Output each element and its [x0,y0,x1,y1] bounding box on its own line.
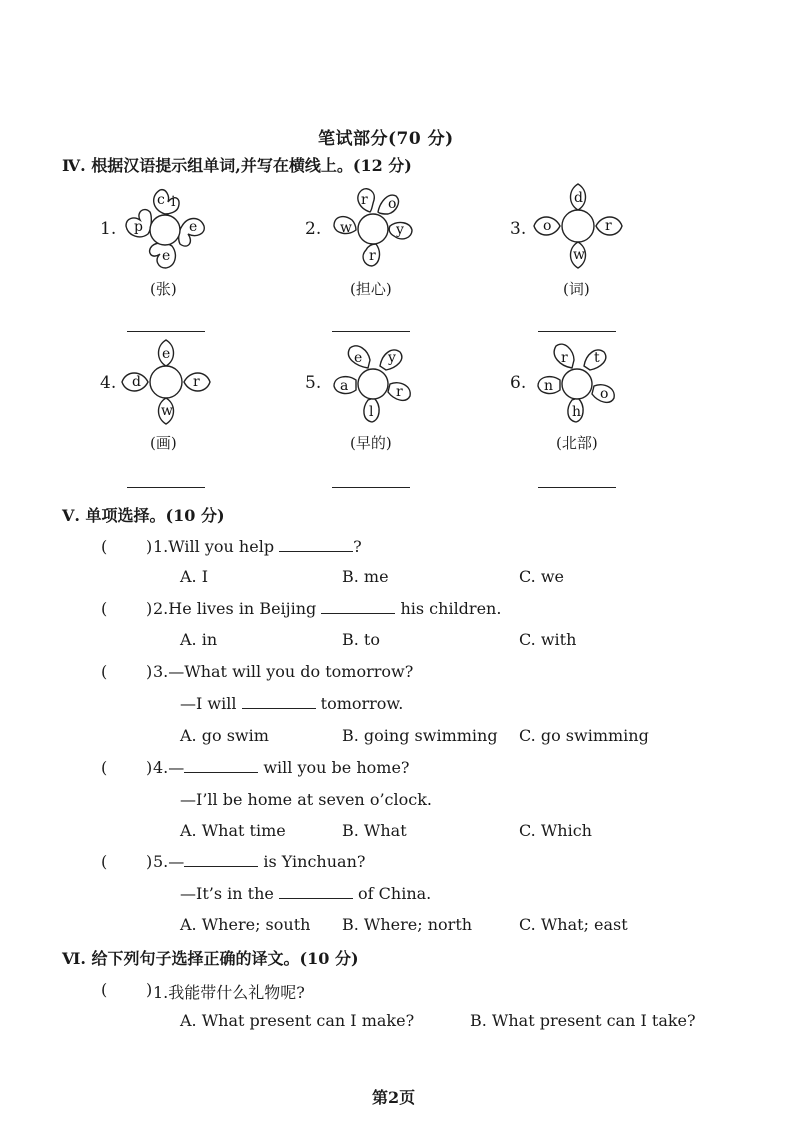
blank[interactable] [279,884,353,899]
item-number: 1. [100,219,117,239]
hint: (词) [563,280,590,298]
option-a: A. What time [180,821,286,840]
letter-flower-6 [534,340,620,424]
question-text: will you be home? [258,758,410,777]
petal-letter: o [543,218,552,234]
hint: (张) [150,280,177,298]
question-text: — [168,758,185,777]
option-a: A. in [180,630,218,649]
option-a: A. What present can I make? [180,1011,415,1030]
answer-line[interactable] [332,487,410,488]
option-a: A. go swim [180,726,269,745]
answer-paren-close: ) [146,758,153,777]
question-number: 3. [153,662,169,681]
petal-letter: e [354,350,363,366]
answer-paren-close: ) [146,662,153,681]
section-6-heading: Ⅵ. 给下列句子选择正确的译文。(10 分) [62,949,359,968]
option-c: C. go swimming [519,726,649,745]
petal-letter: p [134,219,143,235]
question-text: —What will you do tomorrow? [168,662,414,681]
option-b: B. Where; north [342,915,473,934]
item-number: 3. [510,219,527,239]
question-3-line-2 [180,694,403,713]
petal-letter: r [605,218,612,234]
petal-letter: r [396,384,403,400]
answer-paren-open[interactable]: ( [101,852,108,871]
petal-letter: t [594,350,600,366]
option-c: C. with [519,630,577,649]
answer-line[interactable] [127,487,205,488]
letter-flower-1 [122,188,208,272]
question-4-line-2: —I’ll be home at seven o’clock. [180,790,432,809]
option-b: B. to [342,630,380,649]
question-5-line-2 [180,884,431,903]
question-text: of China. [352,884,432,903]
question-text: He lives in Beijing [168,599,322,618]
answer-paren-open[interactable]: ( [101,599,108,618]
petal-letter: e [189,219,198,235]
petal-letter: d [574,190,583,206]
letter-flower-4 [122,340,212,426]
petal-letter: r [193,374,200,390]
question-5 [153,852,365,871]
question-1 [153,537,362,556]
question-number: 5. [153,852,169,871]
petal-letter: e [162,248,171,264]
question-number: 1. [153,983,169,1002]
answer-paren-open[interactable]: ( [101,537,108,556]
question-number: 4. [153,758,169,777]
petal-letter: c [157,192,165,208]
question-text: is Yinchuan? [258,852,366,871]
question-text: — [168,852,185,871]
answer-paren-open[interactable]: ( [101,758,108,777]
question-number: 1. [153,537,169,556]
answer-line[interactable] [127,331,205,332]
hint: (担心) [350,280,392,298]
answer-paren-close: ) [146,537,153,556]
letter-flower-3 [534,184,624,270]
question-text: tomorrow. [315,694,404,713]
option-a: A. I [180,567,209,586]
blank[interactable] [242,694,316,709]
petal-letter: w [161,403,173,419]
blank[interactable] [184,852,258,867]
page-number: 第2页 [372,1088,416,1107]
petal-letter: a [340,378,349,394]
petal-letter: r [369,248,376,264]
answer-paren-open[interactable]: ( [101,662,108,681]
petal-letter: y [388,350,396,366]
petal-letter: i [171,194,176,210]
option-c: C. What; east [519,915,628,934]
answer-paren-close: ) [146,980,153,999]
petal-letter: w [573,247,585,263]
option-b: B. What [342,821,407,840]
option-c: C. Which [519,821,592,840]
petal-letter: w [340,220,352,236]
hint: (画) [150,434,177,452]
section-5-heading: Ⅴ. 单项选择。(10 分) [62,506,225,525]
answer-paren-open[interactable]: ( [101,980,108,999]
question-text: 我能带什么礼物呢? [168,983,305,1002]
petal-letter: o [388,196,397,212]
question-2 [153,599,501,618]
option-b: B. What present can I take? [470,1011,696,1030]
letter-flower-5 [330,340,416,424]
page-title: 笔试部分(70 分) [318,129,454,149]
hint: (早的) [350,434,392,452]
option-a: A. Where; south [180,915,311,934]
hint: (北部) [556,434,598,452]
blank[interactable] [321,599,395,614]
option-c: C. we [519,567,565,586]
petal-letter: o [600,386,609,402]
option-b: B. me [342,567,389,586]
section-4-heading: Ⅳ. 根据汉语提示组单词,并写在横线上。(12 分) [62,156,412,175]
petal-letter: r [561,350,568,366]
item-number: 5. [305,373,322,393]
answer-line[interactable] [538,487,616,488]
question-number: 2. [153,599,169,618]
letter-flower-2 [330,186,416,270]
item-number: 6. [510,373,527,393]
answer-paren-close: ) [146,599,153,618]
answer-line[interactable] [538,331,616,332]
petal-letter: d [132,374,141,390]
item-number: 2. [305,219,322,239]
question-text: —It’s in the [180,884,279,903]
answer-paren-close: ) [146,852,153,871]
answer-line[interactable] [332,331,410,332]
question-text: his children. [395,599,502,618]
petal-letter: l [369,404,374,420]
question-text: —I will [180,694,242,713]
petal-letter: e [162,346,171,362]
petal-letter: y [396,222,404,238]
petal-letter: r [361,192,368,208]
option-b: B. going swimming [342,726,498,745]
question-text: Will you help [168,537,280,556]
question-4 [153,758,410,777]
question-3 [153,662,413,681]
blank[interactable] [184,758,258,773]
item-number: 4. [100,373,117,393]
petal-letter: n [544,378,554,394]
blank[interactable] [279,537,353,552]
petal-letter: h [572,404,582,420]
question-text: ? [353,537,362,556]
translation-question-1 [153,980,305,1003]
